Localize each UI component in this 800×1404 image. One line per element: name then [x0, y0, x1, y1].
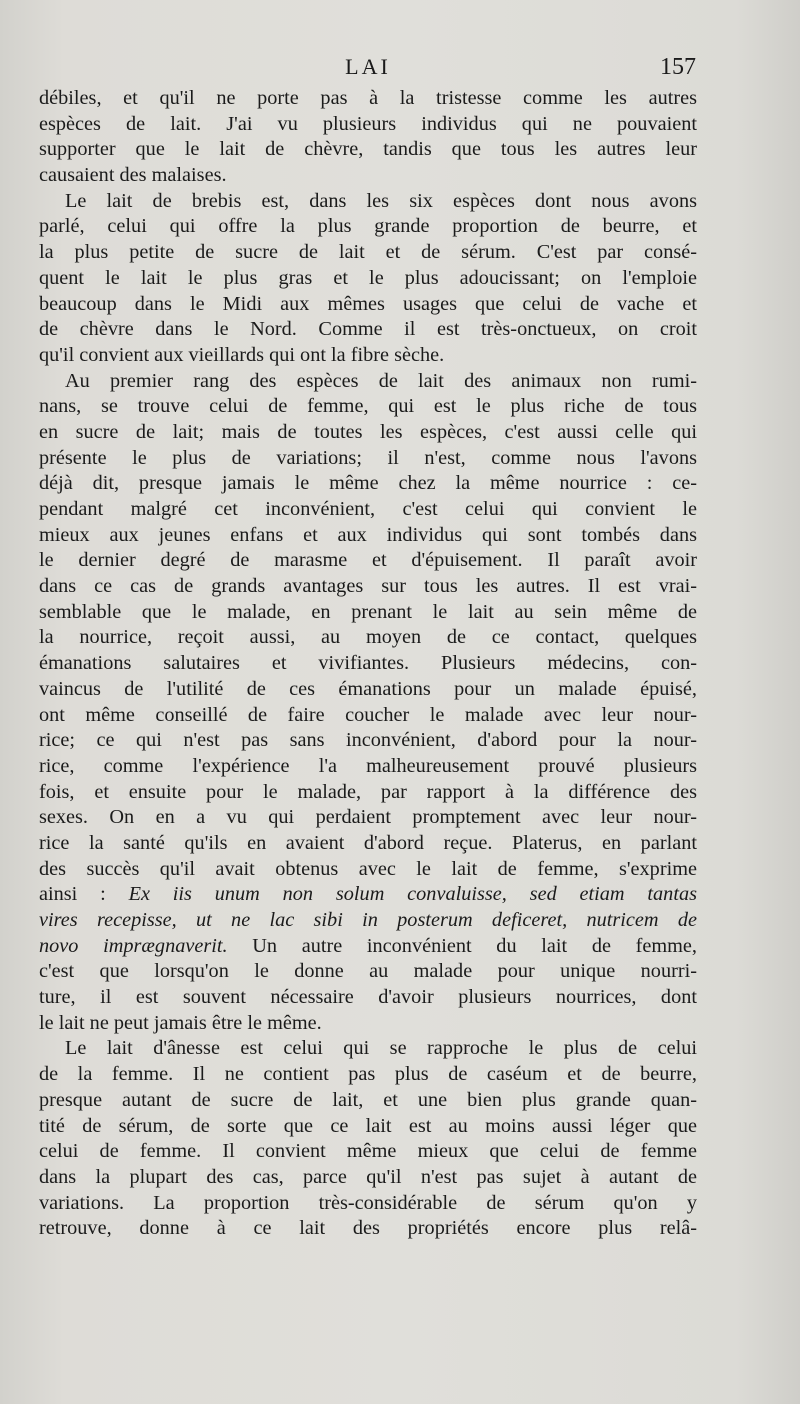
text-line: ont même conseillé de faire coucher le malade avec leur nour-: [39, 703, 697, 726]
text-line: retrouve, donne à ce lait des propriétés encore plus relâ-: [39, 1217, 697, 1240]
text-line: presque autant de sucre de lait, et une bien plus grande quan-: [39, 1088, 697, 1111]
text-fragment: ainsi :: [39, 883, 129, 906]
page-number: 157: [660, 54, 696, 80]
running-head: LAI: [345, 54, 391, 79]
latin-quote-line: vires recepisse, ut ne lac sibi in posterum deficeret, nutricem de: [39, 909, 697, 931]
text-line: fois, et ensuite pour le malade, par rapport à la différence des: [39, 780, 697, 803]
text-line: ture, il est souvent nécessaire d'avoir plusieurs nourrices, dont: [39, 986, 697, 1009]
text-line: Au premier rang des espèces de lait des animaux non rumi-: [65, 369, 697, 392]
text-line: le lait ne peut jamais être le même.: [39, 1011, 322, 1034]
text-line: nans, se trouve celui de femme, qui est le plus riche de tous: [39, 395, 697, 418]
text-line: semblable que le malade, en prenant le lait au sein même de: [39, 600, 697, 623]
latin-quote: novo imprægnaverit.: [39, 934, 228, 957]
text-line: Le lait de brebis est, dans les six espèces dont nous avons: [65, 189, 697, 212]
text-line: rice; ce qui n'est pas sans inconvénient, d'abord pour la nour-: [39, 729, 697, 752]
text-line: de la femme. Il ne contient pas plus de caséum et de beurre,: [39, 1063, 697, 1086]
text-line: la plus petite de sucre de lait et de sérum. C'est par consé-: [39, 241, 697, 264]
text-line: présente le plus de variations; il n'est, comme nous l'avons: [39, 446, 697, 469]
text-line: rice la santé qu'ils en avaient d'abord reçue. Platerus, en parlant: [39, 831, 697, 854]
text-line: Le lait d'ânesse est celui qui se rapproche le plus de celui: [65, 1037, 697, 1060]
text-line-mixed: [39, 882, 697, 908]
text-line: tité de sérum, de sorte que ce lait est au moins aussi léger que: [39, 1114, 697, 1137]
text-line: dans ce cas de grands avantages sur tous les autres. Il est vrai-: [39, 575, 697, 598]
text-line: des succès qu'il avait obtenus avec le lait de femme, s'exprime: [39, 857, 697, 880]
text-line: pendant malgré cet inconvénient, c'est celui qui convient le: [39, 498, 697, 520]
text-line: causaient des malaises.: [39, 164, 227, 187]
body-text: [39, 86, 697, 1242]
text-line: parlé, celui qui offre la plus grande proportion de beurre, et: [39, 215, 697, 238]
text-line: émanations salutaires et vivifiantes. Plusieurs médecins, con-: [39, 652, 697, 675]
text-line: rice, comme l'expérience l'a malheureusement prouvé plusieurs: [39, 754, 697, 777]
text-line: en sucre de lait; mais de toutes les espèces, c'est aussi celle qui: [39, 420, 697, 443]
text-line: qu'il convient aux vieillards qui ont la fibre sèche.: [39, 343, 445, 366]
text-line: variations. La proportion très-considérable de sérum qu'on y: [39, 1191, 697, 1214]
text-line: espèces de lait. J'ai vu plusieurs individus qui ne pouvaient: [39, 112, 697, 135]
text-line: c'est que lorsqu'on le donne au malade pour unique nourri-: [39, 960, 697, 983]
text-line: mieux aux jeunes enfans et aux individus qui sont tombés dans: [39, 523, 697, 546]
text-line: déjà dit, presque jamais le même chez la même nourrice : ce-: [39, 472, 697, 495]
text-line: débiles, et qu'il ne porte pas à la tristesse comme les autres: [39, 87, 697, 109]
latin-quote: Ex iis unum non solum convaluisse, sed etiam tantas: [128, 883, 697, 906]
text-line: celui de femme. Il convient même mieux que celui de femme: [39, 1140, 697, 1163]
text-line-mixed: [39, 934, 697, 960]
text-line: le dernier degré de marasme et d'épuisement. Il paraît avoir: [39, 549, 697, 572]
text-line: sexes. On en a vu qui perdaient promptement avec leur nour-: [39, 806, 697, 829]
text-line: vaincus de l'utilité de ces émanations pour un malade épuisé,: [39, 677, 697, 700]
text-line: beaucoup dans le Midi aux mêmes usages que celui de vache et: [39, 292, 697, 315]
text-line: quent le lait le plus gras et le plus adoucissant; on l'emploie: [39, 266, 697, 289]
text-line: la nourrice, reçoit aussi, au moyen de ce contact, quelques: [39, 626, 697, 649]
text-line: de chèvre dans le Nord. Comme il est très-onctueux, on croit: [39, 318, 697, 341]
text-fragment: Un autre inconvénient du lait de femme,: [227, 934, 697, 957]
text-line: supporter que le lait de chèvre, tandis que tous les autres leur: [39, 138, 697, 161]
page-header: [40, 54, 696, 88]
text-line: dans la plupart des cas, parce qu'il n'est pas sujet à autant de: [39, 1165, 697, 1188]
